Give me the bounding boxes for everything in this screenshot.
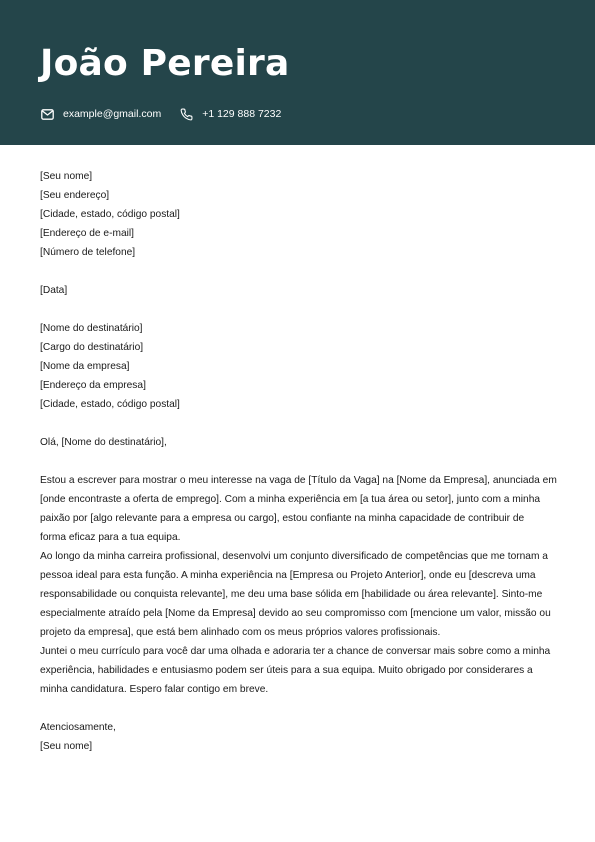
paragraph-line: responsabilidade ou conquista relevante], me deu uma base sólida em [habilidade ou área relevante]. Sinto-me: [40, 589, 543, 600]
paragraph-line: Estou a escrever para mostrar o meu interesse na vaga de [Título da Vaga] na [Nome da Empresa], anunciada em: [40, 475, 557, 486]
recipient-block: [40, 319, 560, 414]
recipient-city: [Cidade, estado, código postal]: [40, 399, 180, 410]
spacer: [40, 300, 560, 319]
paragraph-line: projeto da empresa], que está bem alinhado com os meus próprios valores profissionais.: [40, 627, 441, 638]
sender-block: [40, 167, 560, 262]
closing: Atenciosamente,: [40, 722, 116, 733]
paragraph-line: [onde encontraste a oferta de emprego]. Com a minha experiência em [a tua área ou setor], junto com a minha: [40, 494, 541, 505]
spacer: [40, 699, 560, 718]
paragraph-2: [40, 547, 560, 642]
header-banner: [0, 0, 595, 145]
paragraph-line: Juntei o meu currículo para você dar uma olhada e adoraria ter a chance de conversar mais sobre como a minha: [40, 646, 551, 657]
contact-phone: [179, 107, 281, 121]
paragraph-line: forma eficaz para a tua equipa.: [40, 532, 181, 543]
sender-email: [Endereço de e-mail]: [40, 228, 135, 239]
letter-body: [40, 167, 560, 756]
paragraph-line: Ao longo da minha carreira profissional, desenvolvi um conjunto diversificado de competências que me tornam a: [40, 551, 548, 562]
recipient-address: [Endereço da empresa]: [40, 380, 146, 391]
paragraph-1: [40, 471, 560, 547]
email-text[interactable]: example@gmail.com: [63, 108, 162, 120]
contact-email: [40, 107, 161, 121]
spacer: [40, 452, 560, 471]
spacer: [40, 414, 560, 433]
paragraph-line: pessoa ideal para esta função. A minha experiência na [Empresa ou Projeto Anterior], onde eu [descreva uma: [40, 570, 536, 581]
letter-date: [Data]: [40, 285, 68, 296]
envelope-icon: [40, 107, 54, 121]
recipient-title: [Cargo do destinatário]: [40, 342, 144, 353]
phone-icon: [179, 107, 193, 121]
sender-name: [Seu nome]: [40, 171, 93, 182]
recipient-company: [Nome da empresa]: [40, 361, 130, 372]
paragraph-line: especialmente atraído pela [Nome da Empresa] devido ao seu compromisso com [mencione um valor, missão ou: [40, 608, 551, 619]
paragraph-3: [40, 642, 560, 699]
signature: [Seu nome]: [40, 741, 93, 752]
sender-address: [Seu endereço]: [40, 190, 110, 201]
paragraph-line: paixão por [algo relevante para a empresa ou cargo], estou confiante na minha capacidade de contribuir de: [40, 513, 525, 524]
greeting: Olá, [Nome do destinatário],: [40, 437, 167, 448]
sender-city: [Cidade, estado, código postal]: [40, 209, 180, 220]
spacer: [40, 262, 560, 281]
paragraph-line: minha candidatura. Espero falar contigo em breve.: [40, 684, 269, 695]
recipient-name: [Nome do destinatário]: [40, 323, 143, 334]
applicant-name: João Pereira: [40, 43, 290, 84]
contact-info: [40, 105, 281, 123]
phone-text: +1 129 888 7232: [202, 108, 282, 120]
paragraph-line: experiência, habilidades e entusiasmo podem ser úteis para a sua equipa. Muito obrigado por considerares a: [40, 665, 533, 676]
sender-phone: [Número de telefone]: [40, 247, 136, 258]
